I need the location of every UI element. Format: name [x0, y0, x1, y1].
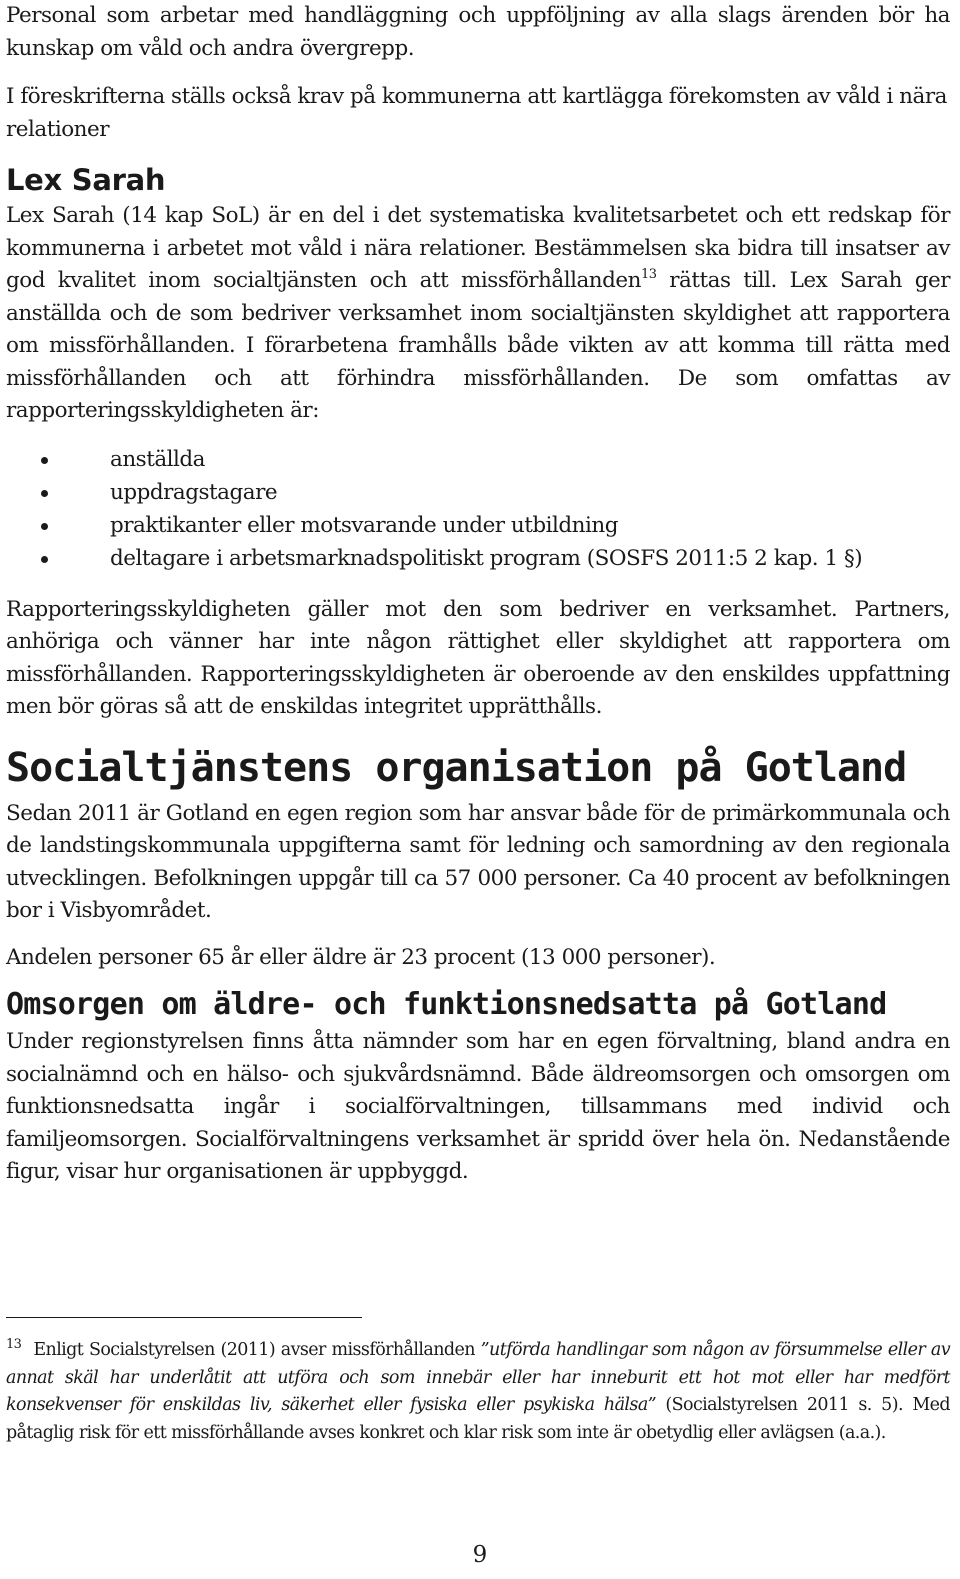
footnote-reference: 13: [640, 267, 657, 282]
bullet-icon: [41, 556, 48, 563]
list-item: [6, 443, 950, 476]
bullet-icon: [41, 457, 48, 464]
document-page: [6, 0, 950, 1189]
footnote-number: 13: [6, 1337, 22, 1352]
organisation-heading: Socialtjänstens organisation på Gotland: [6, 744, 907, 791]
footnote-text-b: (Socialstyrelsen 2011 s. 5). Med påtaglig risk för ett missförhållande avses konkret och klar risk som inte är obetydlig eller avlägsen (a.a.).: [6, 1395, 951, 1443]
bullet-icon: [41, 490, 48, 497]
organisation-paragraph-2: Andelen personer 65 år eller äldre är 23 procent (13 000 personer).: [6, 944, 716, 970]
list-item: [6, 509, 950, 542]
lex-sarah-heading: Lex Sarah: [6, 163, 166, 197]
lex-sarah-paragraph-1-text-b: rättas till. Lex Sarah ger anställda och de som bedriver verksamhet inom socialtjänsten skyldighet att rapportera om missförhållanden. I förarbetena framhålls både vikten av att komma till rätta med missförhållanden och att förhindra missförhållanden. De som omfattas av rapporteringsskyldigheten är:: [6, 268, 950, 423]
intro-paragraph-1: Personal som arbetar med handläggning och uppföljning av alla slags ärenden bör ha kunskap om våld och andra övergrepp.: [6, 3, 950, 61]
omsorgen-paragraph-1: Under regionstyrelsen finns åtta nämnder som har en egen förvaltning, bland andra en socialnämnd och en hälso- och sjukvårdsnämnd. Både äldreomsorgen och omsorgen om funktionsnedsatta ingår i socialförvaltningen, tillsammans med individ och familjeomsorgen. Socialförvaltningens verksamhet är spridd över hela ön. Nedanstående figur, visar hur organisationen är uppbyggd.: [6, 1029, 950, 1184]
footnote: [6, 1337, 950, 1447]
reporting-obligation-list: [6, 443, 950, 575]
list-item: [6, 476, 950, 509]
bullet-icon: [41, 523, 48, 530]
footnote-separator: [6, 1317, 362, 1318]
lex-sarah-paragraph-1: [6, 200, 950, 428]
omsorgen-heading: Omsorgen om äldre- och funktionsnedsatta på Gotland: [6, 987, 887, 1022]
list-item-text: anställda: [110, 446, 205, 472]
list-item: [6, 542, 950, 575]
footnote-text-a: Enligt Socialstyrelsen (2011) avser missförhållanden: [33, 1340, 481, 1360]
footnote-quote: ”utförda handlingar som någon av försummelse eller av annat skäl har underlåtit att utföra och som innebär eller har inneburit ett hot mot eller har medfört konsekvenser för enskildas liv, säkerhet eller fysiska eller psykiska hälsa”: [6, 1340, 950, 1415]
lex-sarah-paragraph-1-text-a: Lex Sarah (14 kap SoL) är en del i det systematiska kvalitetsarbetet och ett redskap för kommunerna i arbetet mot våld i nära relationer. Bestämmelsen ska bidra till insatser av god kvalitet inom socialtjänsten och att missförhållanden: [6, 203, 950, 293]
list-item-text: praktikanter eller motsvarande under utbildning: [110, 512, 619, 538]
page-number: 9: [472, 1542, 488, 1568]
organisation-paragraph-1: Sedan 2011 är Gotland en egen region som har ansvar både för de primärkommunala och de landstingskommunala uppgifterna samt för ledning och samordning av den regionala utvecklingen. Befolkningen uppgår till ca 57 000 personer. Ca 40 procent av befolkningen bor i Visbyområdet.: [6, 800, 950, 923]
lex-sarah-paragraph-2: Rapporteringsskyldigheten gäller mot den som bedriver en verksamhet. Partners, anhöriga och vänner har inte någon rättighet eller skyldighet att rapportera om missförhållanden. Rapporteringsskyldigheten är oberoende av den enskildes uppfattning men bör göras så att de enskildas integritet upprätthålls.: [6, 596, 950, 719]
list-item-text: uppdragstagare: [110, 479, 278, 505]
intro-paragraph-2: I föreskrifterna ställs också krav på kommunerna att kartlägga förekomsten av våld i nära relationer: [6, 84, 947, 142]
list-item-text: deltagare i arbetsmarknadspolitiskt program (SOSFS 2011:5 2 kap. 1 §): [110, 545, 863, 571]
